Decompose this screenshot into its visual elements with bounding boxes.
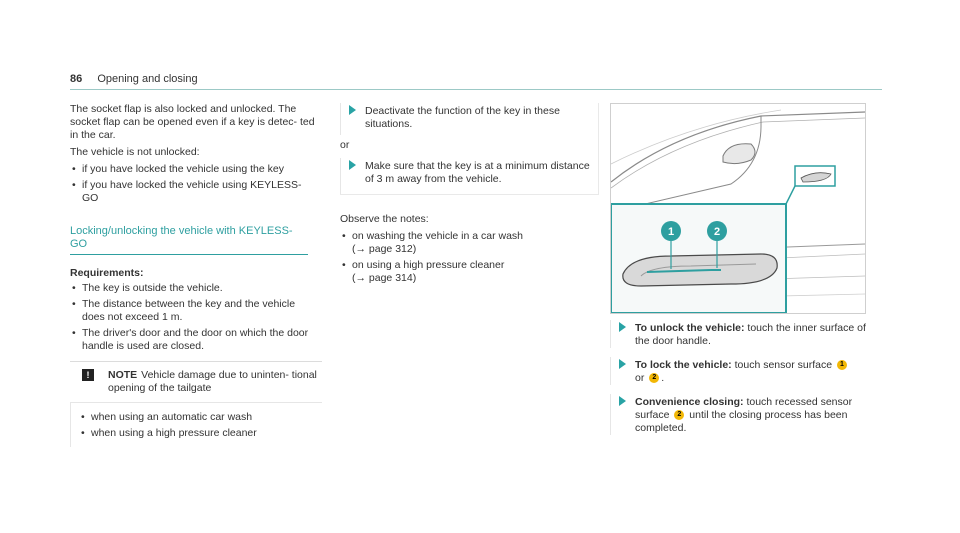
list-item: • if you have locked the vehicle using KEYLESS- GO bbox=[70, 179, 320, 205]
action-step bbox=[340, 103, 590, 135]
observe-list bbox=[340, 230, 595, 285]
step-text: or bbox=[635, 372, 645, 384]
list-item: • when using an automatic car wash bbox=[79, 411, 322, 424]
list-item: • when using a high pressure cleaner bbox=[79, 427, 322, 440]
number-badge: 1 bbox=[837, 360, 847, 370]
arrow-right-icon bbox=[619, 359, 626, 369]
page-reference-link[interactable]: (→ page 312) bbox=[352, 243, 417, 255]
observe-label: Observe the notes: bbox=[340, 213, 429, 225]
list-item: • if you have locked the vehicle using the key bbox=[70, 163, 320, 176]
step-text: until the closing process has been completed. bbox=[635, 409, 848, 434]
warning-icon: ! bbox=[82, 369, 94, 381]
list-item: • The key is outside the vehicle. bbox=[70, 282, 320, 295]
callout-2-label: 2 bbox=[713, 226, 721, 238]
header-divider bbox=[70, 89, 882, 90]
step-text: . bbox=[661, 372, 665, 384]
column-right-steps bbox=[610, 320, 870, 444]
car-door-drawing bbox=[611, 104, 865, 313]
column-middle bbox=[340, 103, 595, 288]
door-handle-illustration bbox=[610, 103, 866, 314]
list-item bbox=[340, 259, 595, 285]
column-left bbox=[70, 103, 320, 447]
step-title: To unlock the vehicle: bbox=[635, 322, 745, 334]
page-header bbox=[70, 73, 198, 85]
arrow-right-icon bbox=[619, 396, 626, 406]
note-body bbox=[70, 403, 322, 447]
requirements-list bbox=[70, 282, 320, 353]
action-step bbox=[340, 158, 590, 194]
step-text: Make sure that the key is at a minimum distance of 3 m away from the vehicle. bbox=[365, 160, 590, 185]
step-text: Deactivate the function of the key in these situations. bbox=[365, 105, 560, 130]
intro-paragraph: The socket flap is also locked and unlocked. The socket flap can be opened even if a key is detec- ted in the car. bbox=[70, 103, 315, 141]
note-list bbox=[79, 411, 322, 440]
step-title: Convenience closing: bbox=[635, 396, 744, 408]
or-separator: or bbox=[340, 139, 350, 151]
note-text bbox=[108, 369, 322, 395]
step-title: To lock the vehicle: bbox=[635, 359, 732, 371]
list-item-text: on using a high pressure cleaner bbox=[352, 259, 505, 271]
unlock-step bbox=[610, 320, 870, 348]
not-unlocked-list bbox=[70, 163, 320, 205]
arrow-right-icon bbox=[349, 105, 356, 115]
convenience-closing-step bbox=[610, 394, 870, 435]
note-box bbox=[70, 361, 322, 447]
requirements-title: Requirements: bbox=[70, 267, 144, 279]
note-label: NOTE bbox=[108, 369, 138, 381]
section-heading: Locking/unlocking the vehicle with KEYLESS-GO bbox=[70, 225, 308, 255]
step-text: touch the inner surface of the door handle. bbox=[635, 322, 866, 347]
number-badge: 2 bbox=[674, 410, 684, 420]
list-item bbox=[340, 230, 595, 256]
step-text: touch sensor surface bbox=[734, 359, 833, 371]
not-unlocked-label: The vehicle is not unlocked: bbox=[70, 146, 200, 158]
list-item: • The distance between the key and the vehicle does not exceed 1 m. bbox=[70, 298, 320, 324]
page-number: 86 bbox=[70, 73, 83, 85]
list-item: • The driver's door and the door on which the door handle is used are closed. bbox=[70, 327, 320, 353]
list-item-text: on washing the vehicle in a car wash bbox=[352, 230, 524, 242]
action-steps-box bbox=[340, 103, 599, 195]
note-header bbox=[70, 362, 322, 403]
page-reference-link[interactable]: (→ page 314) bbox=[352, 272, 417, 284]
arrow-right-icon bbox=[619, 322, 626, 332]
arrow-right-icon bbox=[349, 160, 356, 170]
page-title: Opening and closing bbox=[97, 73, 198, 85]
number-badge: 2 bbox=[649, 373, 659, 383]
note-description: Vehicle damage due to uninten- tional opening of the tailgate bbox=[108, 369, 317, 394]
step-text: touch recessed sensor surface bbox=[635, 396, 853, 421]
lock-step bbox=[610, 357, 870, 385]
callout-1-label: 1 bbox=[667, 226, 675, 238]
